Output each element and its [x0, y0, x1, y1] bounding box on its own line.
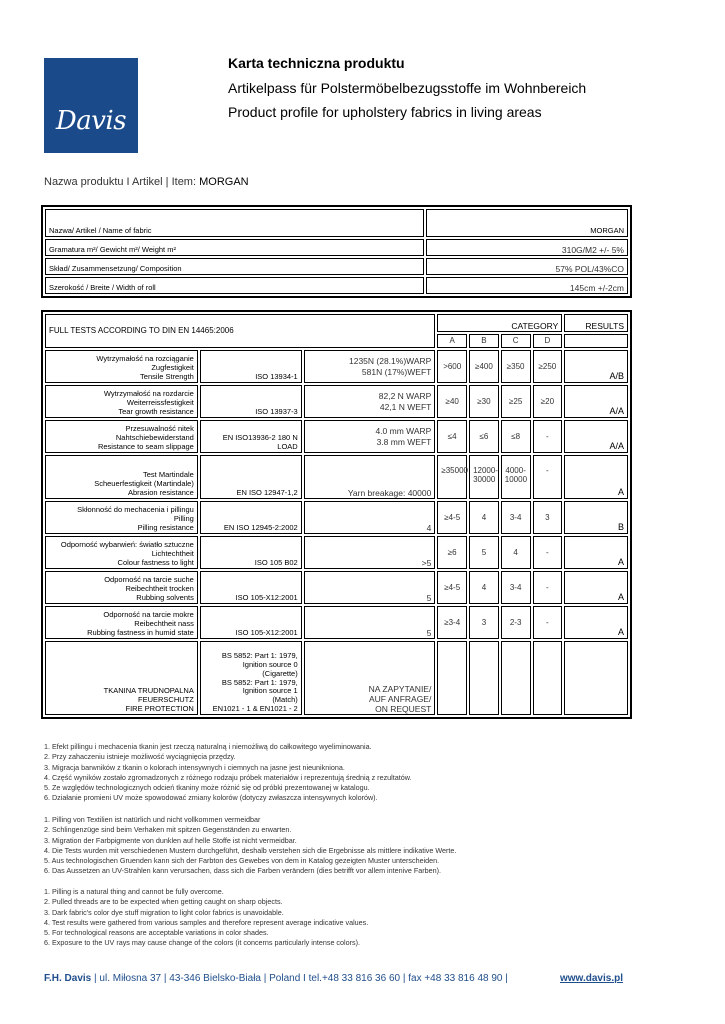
- info-row: [45, 277, 628, 294]
- test-label-pl: Test Martindale: [142, 470, 194, 480]
- note-line: 6. Exposure to the UV rays may cause change of the colors (it concerns particularly intense colors).: [44, 938, 360, 948]
- info-value: 145cm +/-2cm: [426, 277, 628, 294]
- test-norm: ISO 13937-3: [200, 385, 302, 418]
- notes-de: [44, 815, 456, 877]
- category-d-value: ≥250: [533, 350, 563, 383]
- title-de: Artikelpass für Polstermöbelbezugsstoffe im Wohnbereich: [228, 80, 587, 96]
- category-a-value: ≥40: [437, 385, 467, 418]
- test-result: A/A: [564, 420, 628, 453]
- category-b-value: ≥30: [469, 385, 499, 418]
- category-d-value: -: [533, 536, 563, 569]
- fire-value-line: ON REQUEST: [375, 703, 432, 714]
- category-c-value: 4: [501, 536, 531, 569]
- category-c-value: 4000-10000: [501, 455, 531, 499]
- davis-logo: [44, 58, 138, 153]
- product-line-prefix: Nazwa produktu I Artikel | Item:: [44, 176, 200, 188]
- test-row: [45, 385, 628, 418]
- test-value: [304, 350, 436, 383]
- info-row: [45, 209, 628, 237]
- category-d-value: -: [533, 420, 563, 453]
- tests-table: [41, 310, 632, 719]
- category-b-value: 3: [469, 606, 499, 639]
- test-label-pl: Skłonność do mechacenia i pillingu: [77, 505, 194, 515]
- test-norm: EN ISO 12947-1,2: [200, 455, 302, 499]
- info-label: Nazwa/ Artikel / Name of fabric: [45, 209, 424, 237]
- category-b-value: ≤6: [469, 420, 499, 453]
- test-value-line: >5: [421, 557, 432, 568]
- footer-address: [44, 973, 508, 984]
- category-b-value: 5: [469, 536, 499, 569]
- test-label-de: Reibechtheit trocken: [125, 584, 194, 594]
- website-link[interactable]: www.davis.pl: [560, 973, 623, 984]
- test-row: [45, 420, 628, 453]
- category-col: A: [437, 334, 467, 348]
- fire-cat: [533, 641, 563, 715]
- fire-norm-line: BS 5852: Part 1: 1979,: [221, 651, 298, 661]
- product-name: MORGAN: [199, 176, 249, 188]
- info-label: Gramatura m²/ Gewicht m²/ Weight m²: [45, 239, 424, 256]
- test-label-pl: Odporność na tarcie mokre: [103, 610, 194, 620]
- note-line: 5. Ze względów technologicznych odcień tkaniny może różnić się od próbki prezentowanej w katalogu.: [44, 783, 370, 793]
- category-d-value: 3: [533, 501, 563, 534]
- note-line: 6. Das Aussetzen an UV-Strahlen kann verursachen, dass sich die Farben verändern (dies betrifft vor allem intenive Farben).: [44, 866, 441, 876]
- note-line: 1. Efekt pillingu i mechacenia tkanin jest rzeczą naturalną i niemożliwą do całkowitego wyeliminowania.: [44, 742, 372, 751]
- category-d-value: -: [533, 606, 563, 639]
- test-value: [304, 455, 436, 499]
- fire-result: [564, 641, 628, 715]
- note-line: 2. Schlingenzüge sind beim Verhaken mit spitzen Gegenständen zu erwarten.: [44, 825, 292, 835]
- test-norm: ISO 13934-1: [200, 350, 302, 383]
- test-row: [45, 350, 628, 383]
- test-value: [304, 536, 436, 569]
- test-value-line: 42,1 N WEFT: [379, 401, 432, 412]
- category-d-value: -: [533, 455, 563, 499]
- test-label: [45, 455, 198, 499]
- test-norm: ISO 105 B02: [200, 536, 302, 569]
- category-b-value: 12000-30000: [469, 455, 499, 499]
- footer-company: F.H. Davis: [44, 973, 92, 984]
- info-value: MORGAN: [426, 209, 628, 237]
- test-row: [45, 455, 628, 499]
- category-c-value: 2-3: [501, 606, 531, 639]
- fire-row: [45, 641, 628, 715]
- test-result: A: [564, 536, 628, 569]
- fire-label: [45, 641, 198, 715]
- category-b-value: ≥400: [469, 350, 499, 383]
- test-result: A/A: [564, 385, 628, 418]
- test-result: B: [564, 501, 628, 534]
- test-label-en: Pilling resistance: [137, 523, 194, 533]
- test-label: [45, 501, 198, 534]
- test-result: A/B: [564, 350, 628, 383]
- note-line: 1. Pilling von Textilien ist natürlich und nicht vollkommen vermeidbar: [44, 815, 261, 824]
- test-label-de: Scheuerfestigkeit (Martindale): [94, 479, 194, 489]
- info-label: Szerokość / Breite / Width of roll: [45, 277, 424, 294]
- fire-label-line: FIRE PROTECTION: [125, 704, 194, 714]
- product-info-table: [41, 205, 632, 298]
- test-norm: EN ISO 12945-2:2002: [200, 501, 302, 534]
- footer-address-text: | ul. Miłosna 37 | 43-346 Bielsko-Biała | Poland I tel.+48 33 816 36 60 | fax +48 33 816 48 90 |: [91, 973, 508, 984]
- notes-pl: [44, 742, 412, 804]
- fire-value-line: NA ZAPYTANIE/: [368, 683, 432, 694]
- test-value-line: 3.8 mm WEFT: [376, 436, 432, 447]
- test-result: A: [564, 571, 628, 604]
- info-row: [45, 239, 628, 256]
- test-label-en: Tear growth resistance: [118, 407, 194, 417]
- info-label: Skład/ Zusammensetzung/ Composition: [45, 258, 424, 275]
- logo-text: Davis: [55, 106, 127, 136]
- category-a-value: ≥35000: [437, 455, 467, 499]
- fire-cat: [469, 641, 499, 715]
- category-a-value: ≥4-5: [437, 501, 467, 534]
- test-value: [304, 571, 436, 604]
- test-value-line: 4.0 mm WARP: [375, 426, 432, 437]
- category-c-value: ≥350: [501, 350, 531, 383]
- test-label: [45, 571, 198, 604]
- test-label-de: Lichtechtheit: [151, 549, 194, 559]
- test-value: [304, 606, 436, 639]
- fire-label-line: TKANINA TRUDNOPALNA: [103, 686, 194, 696]
- test-row: [45, 571, 628, 604]
- fire-label-line: FEUERSCHUTZ: [138, 695, 194, 705]
- test-label-pl: Odporność wybarwień: światło sztuczne: [60, 540, 194, 550]
- info-row: [45, 258, 628, 275]
- fire-norm-line: Ignition source 0: [242, 659, 298, 669]
- fire-norm-line: (Cigarette): [262, 668, 298, 678]
- test-result: A: [564, 455, 628, 499]
- note-line: 2. Pulled threads are to be expected when getting caught on sharp objects.: [44, 897, 283, 907]
- test-label: [45, 420, 198, 453]
- test-result: A: [564, 606, 628, 639]
- test-value-line: 5: [426, 592, 432, 603]
- category-d-value: ≥20: [533, 385, 563, 418]
- note-line: 5. For technological reasons are acceptable variations in color shades.: [44, 928, 269, 938]
- test-label-en: Rubbing solvents: [136, 593, 194, 603]
- test-label-de: Weiterreissfestigkeit: [126, 398, 194, 408]
- test-label-de: Zugfestigkeit: [151, 363, 194, 373]
- category-b-value: 4: [469, 571, 499, 604]
- fire-norm-line: Ignition source 1: [242, 686, 298, 696]
- category-col: D: [533, 334, 563, 348]
- test-label-en: Tensile Strength: [140, 372, 194, 382]
- note-line: 2. Przy zahaczeniu istnieje możliwość wyciągnięcia przędzy.: [44, 752, 236, 762]
- fire-cat: [501, 641, 531, 715]
- test-label-de: Reibechtheit nass: [134, 619, 194, 629]
- title-en: Product profile for upholstery fabrics in living areas: [228, 104, 542, 120]
- test-row: [45, 501, 628, 534]
- test-value-line: Yarn breakage: 40000: [347, 487, 432, 498]
- test-label-pl: Wytrzymałość na rozdarcie: [103, 389, 194, 399]
- note-line: 1. Pilling is a natural thing and cannot be fully overcome.: [44, 887, 224, 896]
- tests-title: FULL TESTS ACCORDING TO DIN EN 14465:2006: [45, 314, 435, 348]
- test-value-line: 581N (17%)WEFT: [361, 366, 432, 377]
- fire-value: [304, 641, 436, 715]
- test-label-en: Rubbing fastness in humid state: [87, 628, 194, 638]
- category-c-value: ≤8: [501, 420, 531, 453]
- category-a-value: ≤4: [437, 420, 467, 453]
- test-row: [45, 536, 628, 569]
- fire-cat: [437, 641, 467, 715]
- test-value: [304, 420, 436, 453]
- results-blank: [564, 334, 628, 348]
- test-label-en: Abrasion resistance: [127, 488, 194, 498]
- product-line: [44, 176, 249, 188]
- test-value-line: 5: [426, 627, 432, 638]
- note-line: 3. Dark fabric's color dye stuff migration to light color fabrics is unavoidable.: [44, 907, 284, 917]
- test-label-en: Colour fastness to light: [117, 558, 194, 568]
- test-label-de: Nahtschiebewiderstand: [115, 433, 194, 443]
- category-header: CATEGORY: [437, 314, 562, 332]
- info-value: 310G/M2 +/- 5%: [426, 239, 628, 256]
- test-value-line: 1235N (28.1%)WARP: [348, 356, 432, 367]
- test-label-pl: Wytrzymałość na rozciąganie: [96, 354, 194, 364]
- fire-norm-line: EN1021 - 1 & EN1021 - 2: [212, 704, 298, 714]
- category-c-value: ≥25: [501, 385, 531, 418]
- test-label: [45, 606, 198, 639]
- test-label-de: Pilling: [173, 514, 194, 524]
- info-value: 57% POL/43%CO: [426, 258, 628, 275]
- category-c-value: 3-4: [501, 501, 531, 534]
- note-line: 5. Aus technologischen Gruenden kann sich der Farbton des Gewebes von dem in Katalog gezeigten Muster unterscheiden.: [44, 856, 440, 866]
- note-line: 6. Działanie promieni UV może spowodować zmiany kolorów (dotyczy zwłaszcza intensywnych kolorów).: [44, 793, 378, 803]
- title-pl: Karta techniczna produktu: [228, 55, 405, 71]
- test-label-pl: Przesuwalność nitek: [125, 424, 194, 434]
- notes-en: [44, 887, 368, 949]
- note-line: 4. Die Tests wurden mit verschiedenen Mustern durchgeführt, deshalb verstehen sich die Ergebnisse als mittlere indikative Werte.: [44, 845, 457, 855]
- test-label-en: Resistance to seam slippage: [97, 442, 194, 452]
- results-header: RESULTS: [564, 314, 628, 332]
- category-col: C: [501, 334, 531, 348]
- category-c-value: 3-4: [501, 571, 531, 604]
- category-a-value: ≥4-5: [437, 571, 467, 604]
- test-norm: ISO 105-X12:2001: [200, 606, 302, 639]
- fire-norm-line: (Match): [272, 695, 298, 705]
- category-a-value: ≥6: [437, 536, 467, 569]
- test-norm: EN ISO13936-2 180 N LOAD: [200, 420, 302, 453]
- category-a-value: >600: [437, 350, 467, 383]
- test-value-line: 4: [426, 522, 432, 533]
- test-label-pl: Odporność na tarcie suche: [104, 575, 194, 585]
- test-value: [304, 385, 436, 418]
- category-a-value: ≥3-4: [437, 606, 467, 639]
- test-label: [45, 385, 198, 418]
- category-col: B: [469, 334, 499, 348]
- fire-norm-line: BS 5852: Part 1: 1979,: [221, 677, 298, 687]
- note-line: 4. Test results were gathered from various samples and therefore represent average indicative values.: [44, 917, 369, 927]
- note-line: 3. Migracja barwników z tkanin o kolorach intensywnych i ciemnych na jasne jest nieunikniona.: [44, 762, 345, 772]
- test-norm: ISO 105-X12:2001: [200, 571, 302, 604]
- fire-value-line: AUF ANFRAGE/: [369, 693, 432, 704]
- test-row: [45, 606, 628, 639]
- test-value: [304, 501, 436, 534]
- category-b-value: 4: [469, 501, 499, 534]
- note-line: 3. Migration der Farbpigmente von dunklen auf helle Stoffe ist nicht vermeidbar.: [44, 835, 297, 845]
- test-label: [45, 350, 198, 383]
- note-line: 4. Część wyników zostało zgromadzonych z różnego rodzaju próbek materiałów i reprezentują średnią z rezultatów.: [44, 772, 412, 782]
- test-label: [45, 536, 198, 569]
- category-d-value: -: [533, 571, 563, 604]
- fire-norms: [200, 641, 302, 715]
- test-value-line: 82,2 N WARP: [378, 391, 432, 402]
